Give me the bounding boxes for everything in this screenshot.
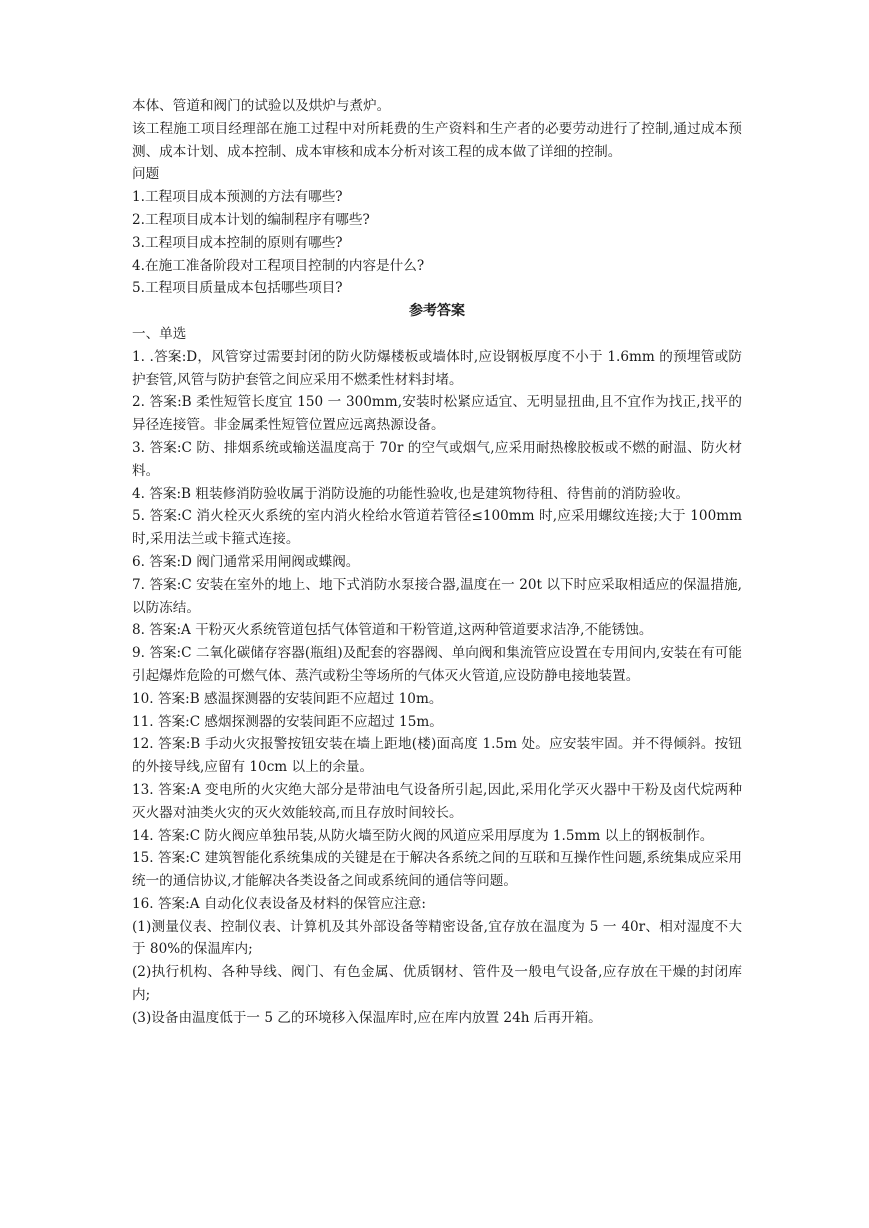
answer-item: 16. 答案:A 自动化仪表设备及材料的保管应注意: [132,895,426,912]
answer-item: 12. 答案:B 手动火灾报警按钮安装在墙上距地(楼)面高度 1.5m 处。应安装牢固。并不得倾斜。按钮的外接导线,应留有 10cm 以上的余量。 [132,736,742,776]
answer-item: 9. 答案:C 二氧化碳储存容器(瓶组)及配套的容器阀、单向阀和集流管应设置在专用间内,安装在有可能引起爆炸危险的可燃气体、蒸汽或粉尘等场所的气体灭火管道,应设防静电接地装置。 [132,645,742,684]
question-item: 1.工程项目成本预测的方法有哪些? [132,189,343,206]
question-item: 3.工程项目成本控制的原则有哪些? [132,234,343,251]
answer-item: 1. .答案:D，风管穿过需要封闭的防火防爆楼板或墙体时,应设钢板厚度不小于 1.6mm 的预埋管或防护套管,风管与防护套管之间应采用不燃柔性材料封堵。 [132,348,742,388]
answer-item: 5. 答案:C 消火栓灭火系统的室内消火栓给水管道若管径≤100mm 时,应采用螺纹连接;大于 100mm 时,采用法兰或卡箍式连接。 [132,508,742,548]
answer-item: 3. 答案:C 防、排烟系统或输送温度高于 70r 的空气或烟气,应采用耐热橡胶板或不燃的耐温、防火材料。 [132,439,742,479]
intro-line: 本体、管道和阀门的试验以及烘炉与煮炉。 [132,98,391,114]
answer-item: 7. 答案:C 安装在室外的地上、地下式消防水泵接合器,温度在一 20t 以下时应采取相适应的保温措施,以防冻结。 [132,576,742,616]
answers-title: 参考答案 [409,303,465,320]
answer-item: 10. 答案:B 感温探测器的安装间距不应超过 10m。 [132,690,443,707]
answer-item: 14. 答案:C 防火阀应单独吊装,从防火墙至防火阀的风道应采用厚度为 1.5mm 以上的钢板制作。 [132,827,714,844]
document-page [132,95,742,1030]
answer-sub-item: (3)设备由温度低于一 5 乙的环境移入保温库时,应在库内放置 24h 后再开箱。 [132,1009,602,1026]
answer-item: 15. 答案:C 建筑智能化系统集成的关键是在于解决各系统之间的互联和互操作性问题,系统集成应采用统一的通信协议,才能解决各类设备之间或系统间的通信等问题。 [132,850,742,890]
answer-sub-item: (1)测量仪表、控制仪表、计算机及其外部设备等精密设备,宜存放在温度为 5 一 40r、相对湿度不大于 80%的保温库内; [132,918,742,958]
answer-item: 13. 答案:A 变电所的火灾绝大部分是带油电气设备所引起,因此,采用化学灭火器中干粉及卤代烷两种灭火器对油类火灾的灭火效能较高,而且存放时间较长。 [132,781,742,821]
question-heading: 问题 [132,166,160,183]
question-item: 2.工程项目成本计划的编制程序有哪些? [132,211,370,228]
answer-item: 6. 答案:D 阀门通常采用闸阀或蝶阀。 [132,553,360,570]
answer-item: 8. 答案:A 干粉灭火系统管道包括气体管道和干粉管道,这两种管道要求洁净,不能锈蚀。 [132,622,653,639]
answer-item: 2. 答案:B 柔性短管长度宜 150 一 300mm,安装时松紧应适宜、无明显扭曲,且不宜作为找正,找平的异径连接管。非金属柔性短管位置应远离热源设备。 [132,394,742,434]
question-item: 5.工程项目质量成本包括哪些项目? [132,280,343,297]
section-heading: 一、单选 [132,325,187,342]
intro-paragraph: 该工程施工项目经理部在施工过程中对所耗费的生产资料和生产者的必要劳动进行了控制,通过成本预测、成本计划、成本控制、成本审核和成本分析对该工程的成本做了详细的控制。 [132,120,742,160]
answer-item: 11. 答案:C 感烟探测器的安装间距不应超过 15m。 [132,713,443,730]
answer-sub-item: (2)执行机构、各种导线、阀门、有色金属、优质钢材、管件及一般电气设备,应存放在干燥的封闭库内; [132,964,742,1004]
answer-item: 4. 答案:B 粗装修消防验收属于消防设施的功能性验收,也是建筑物待租、待售前的消防验收。 [132,485,690,502]
question-item: 4.在施工准备阶段对工程项目控制的内容是什么? [132,257,425,274]
